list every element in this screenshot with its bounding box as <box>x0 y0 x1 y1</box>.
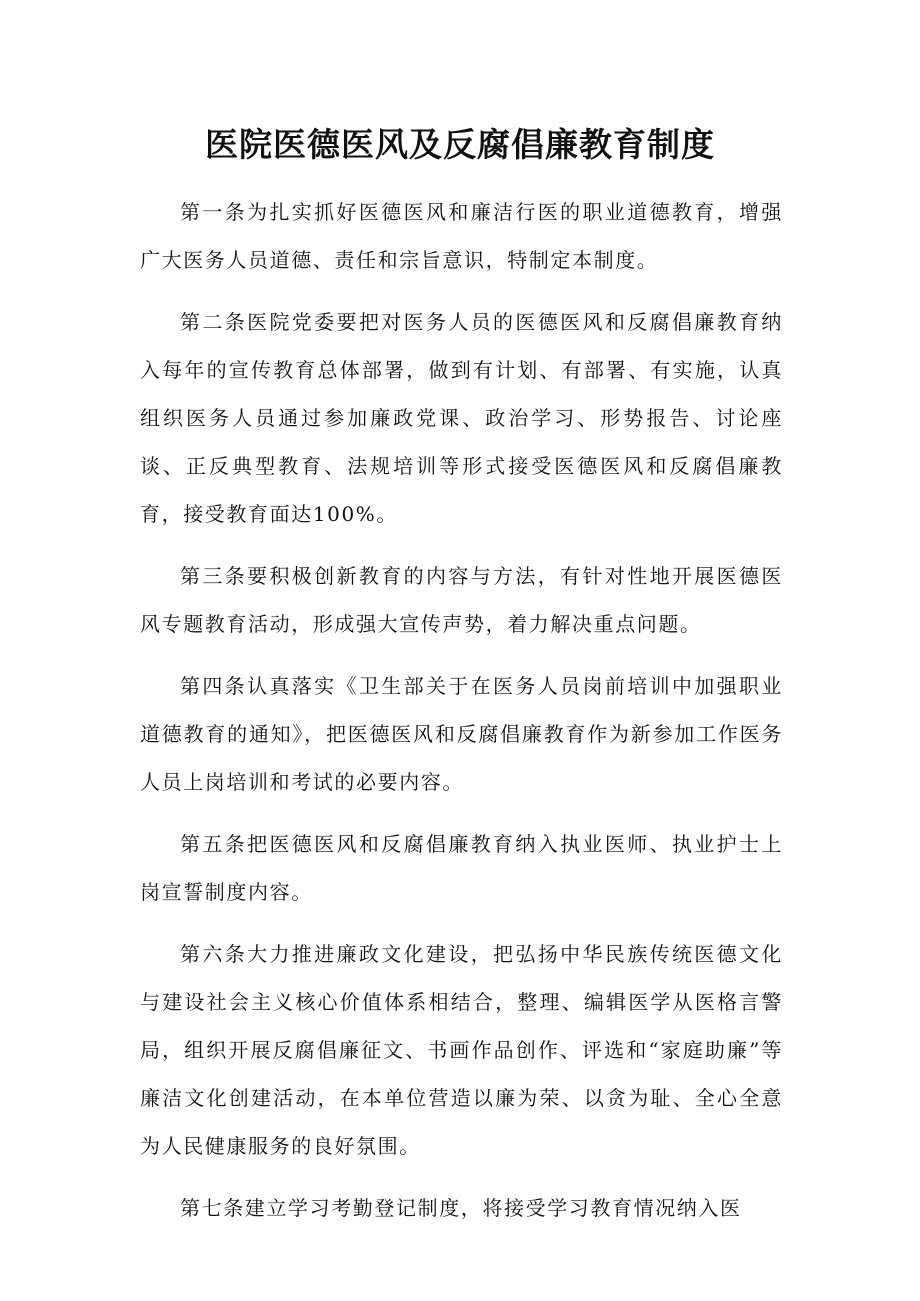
article-6: 第六条大力推进廉政文化建设，把弘扬中华民族传统医德文化与建设社会主义核心价值体系相结合，整理、编辑医学从医格言警局，组织开展反腐倡廉征文、书画作品创作、评选和“家庭助廉”等廉洁文化创建活动，在本单位营造以廉为荣、以贪为耻、全心全意为人民健康服务的良好氛围。 <box>140 942 783 1158</box>
article-7: 第七条建立学习考勤登记制度，将接受学习教育情况纳入医 <box>180 1196 742 1220</box>
article-2: 第二条医院党委要把对医务人员的医德医风和反腐倡廉教育纳入每年的宣传教育总体部署，做到有计划、有部署、有实施，认真组织医务人员通过参加廉政党课、政治学习、形势报告、讨论座谈、正反典型教育、法规培训等形式接受医德医风和反腐倡廉教育，接受教育面达100%。 <box>140 310 783 526</box>
article-4: 第四条认真落实《卫生部关于在医务人员岗前培训中加强职业道德教育的通知》，把医德医风和反腐倡廉教育作为新参加工作医务人员上岗培训和考试的必要内容。 <box>140 674 783 794</box>
article-3: 第三条要积极创新教育的内容与方法，有针对性地开展医德医风专题教育活动，形成强大宣传声势，着力解决重点问题。 <box>140 564 783 636</box>
document-title: 医院医德医风及反腐倡廉教育制度 <box>205 125 715 164</box>
article-1: 第一条为扎实抓好医德医风和廉洁行医的职业道德教育，增强广大医务人员道德、责任和宗旨意识，特制定本制度。 <box>140 200 783 272</box>
article-5: 第五条把医德医风和反腐倡廉教育纳入执业医师、执业护士上岗宣誓制度内容。 <box>140 832 783 904</box>
document-body <box>140 188 783 1246</box>
